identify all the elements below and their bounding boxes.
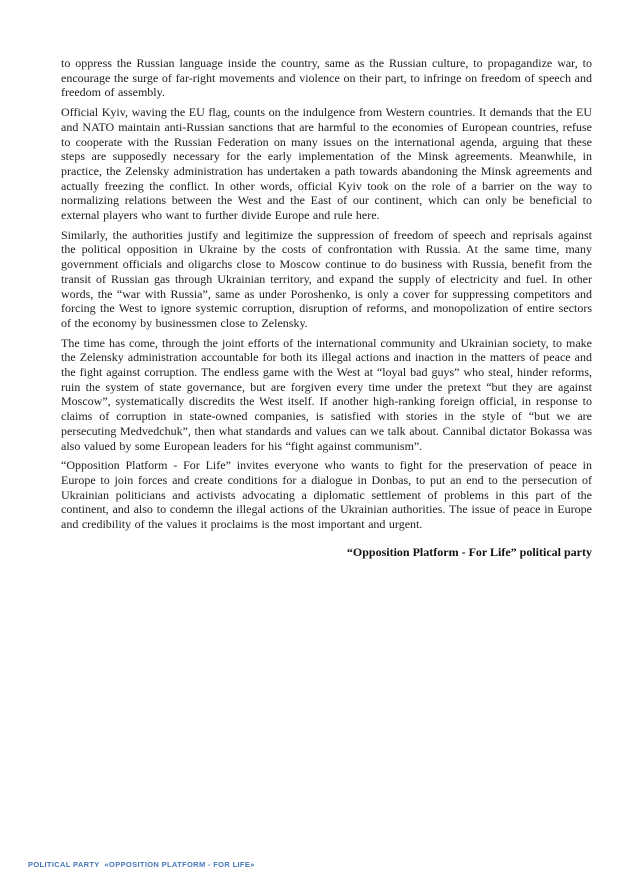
page-content [61, 56, 592, 560]
body-paragraph: “Opposition Platform - For Life” invites everyone who wants to fight for the preservation of peace in Europe to join forces and create conditions for a dialogue in Donbas, to put an end to the persecution of Ukrainian politicians and activists advocating a diplomatic settlement of problems in this part of the continent, and also to condemn the illegal actions of the Ukrainian authorities. The issue of peace in Europe and credibility of the values it proclaims is the most important and urgent. [61, 458, 592, 532]
footer-label: POLITICAL PARTY «OPPOSITION PLATFORM - FOR LIFE» [28, 860, 255, 869]
signature-line: “Opposition Platform - For Life” political party [346, 544, 592, 559]
body-paragraph: to oppress the Russian language inside the country, same as the Russian culture, to propagandize war, to encourage the surge of far-right movements and violence on their part, to infringe on freedom of speech and freedom of assembly. [61, 56, 592, 100]
body-paragraph: Official Kyiv, waving the EU flag, counts on the indulgence from Western countries. It demands that the EU and NATO maintain anti-Russian sanctions that are harmful to the economies of European countries, refuse to cooperate with the Russian Federation on many issues on the international agenda, arguing that these steps are supposedly necessary for the early implementation of the Minsk agreements. Meanwhile, in practice, the Zelensky administration has undertaken a path towards abandoning the Minsk agreements and actually freezing the conflict. In other words, official Kyiv took on the role of a barrier on the way to normalizing relations between the West and the East of our continent, which can only be beneficial to external players who want to further divide Europe and rule here. [61, 105, 592, 223]
body-paragraph: Similarly, the authorities justify and legitimize the suppression of freedom of speech and reprisals against the political opposition in Ukraine by the costs of confrontation with Russia. At the same time, many government officials and oligarchs close to Moscow continue to do business with Russia, benefit from the transit of Russian gas through Ukrainian territory, and expand the supply of electricity and fuel. In other words, the “war with Russia”, same as under Poroshenko, is only a cover for suppressing competitors and forcing the West to ignore systemic corruption, disruption of reforms, and monopolization of entire sectors of the economy by businessmen close to Zelensky. [61, 227, 592, 330]
body-paragraph: The time has come, through the joint efforts of the international community and Ukrainian society, to make the Zelensky administration accountable for both its illegal actions and inaction in the matters of peace and the fight against corruption. The endless game with the West at “loyal bad guys” who steal, hinder reforms, ruin the system of state governance, but are forgiven every time under the pretext “but they are against Moscow”, systematically discredits the West itself. If another high-ranking foreign official, in response to claims of corruption in state-owned companies, is satisfied with stories in the style of “but we are persecuting Medvedchuk”, then what standards and values can we talk about. Cannibal dictator Bokassa was also valued by some European leaders for his “fight against communism”. [61, 335, 592, 453]
